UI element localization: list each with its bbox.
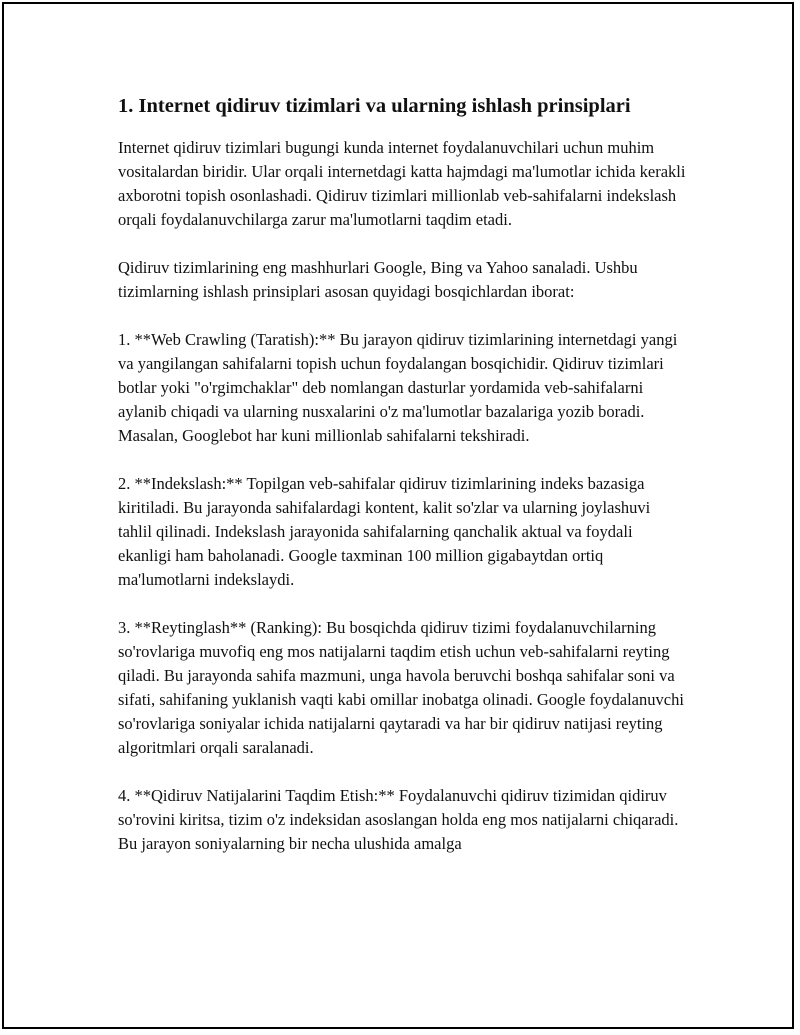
paragraph-ranking: 3. **Reytinglash** (Ranking): Bu bosqichda qidiruv tizimi foydalanuvchilarning so'rovlariga muvofiq eng mos natijalarni taqdim etish uchun veb-sahifalarni reyting qiladi. Bu jarayonda sahifa mazmuni, unga havola beruvchi boshqa sahifalar soni va sifati, sahifaning yuklanish vaqti kabi omillar inobatga olinadi. Google foydalanuvchi so'rovlariga soniyalar ichida natijalarni qaytaradi va har bir qidiruv natijasi reyting algoritmlari orqali saralanadi. (118, 618, 684, 757)
paragraph-search-engines: Qidiruv tizimlarining eng mashhurlari Google, Bing va Yahoo sanaladi. Ushbu tizimlarning ishlash prinsiplari asosan quyidagi bosqichlardan iborat: (118, 258, 638, 301)
paragraph-indexing: 2. **Indekslash:** Topilgan veb-sahifalar qidiruv tizimlarining indeks bazasiga kiritiladi. Bu jarayonda sahifalardagi kontent, kalit so'zlar va ularning joylashuvi tahlil qilinadi. Indekslash jarayonida sahifalarning qanchalik aktual va foydali ekanligi ham baholanadi. Google taxminan 100 million gigabaytdan ortiq ma'lumotlarni indekslaydi. (118, 474, 651, 589)
document-title: 1. Internet qidiruv tizimlari va ularning ishlash prinsiplari (118, 95, 631, 117)
paragraph-web-crawling: 1. **Web Crawling (Taratish):** Bu jarayon qidiruv tizimlarining internetdagi yangi va yangilangan sahifalarni topish uchun foydalangan bosqichidir. Qidiruv tizimlari botlar yoki "o'rgimchaklar" deb nomlangan dasturlar yordamida veb-sahifalarni aylanib chiqadi va ularning nusxalarini o'z ma'lumotlar bazalariga yozib boradi. Masalan, Googlebot har kuni millionlab sahifalarni tekshiradi. (118, 330, 678, 445)
paragraph-intro: Internet qidiruv tizimlari bugungi kunda internet foydalanuvchilari uchun muhim vositalardan biridir. Ular orqali internetdagi katta hajmdagi ma'lumotlar ichida kerakli axborotni topish osonlashadi. Qidiruv tizimlari millionlab veb-sahifalarni indekslash orqali foydalanuvchilarga zarur ma'lumotlarni taqdim etadi. (118, 138, 686, 229)
paragraph-results: 4. **Qidiruv Natijalarini Taqdim Etish:** Foydalanuvchi qidiruv tizimidan qidiruv so'rovini kiritsa, tizim o'z indeksidan asoslangan holda eng mos natijalarni chiqaradi. Bu jarayon soniyalarning bir necha ulushida amalga (118, 786, 679, 853)
document-body (118, 93, 688, 880)
